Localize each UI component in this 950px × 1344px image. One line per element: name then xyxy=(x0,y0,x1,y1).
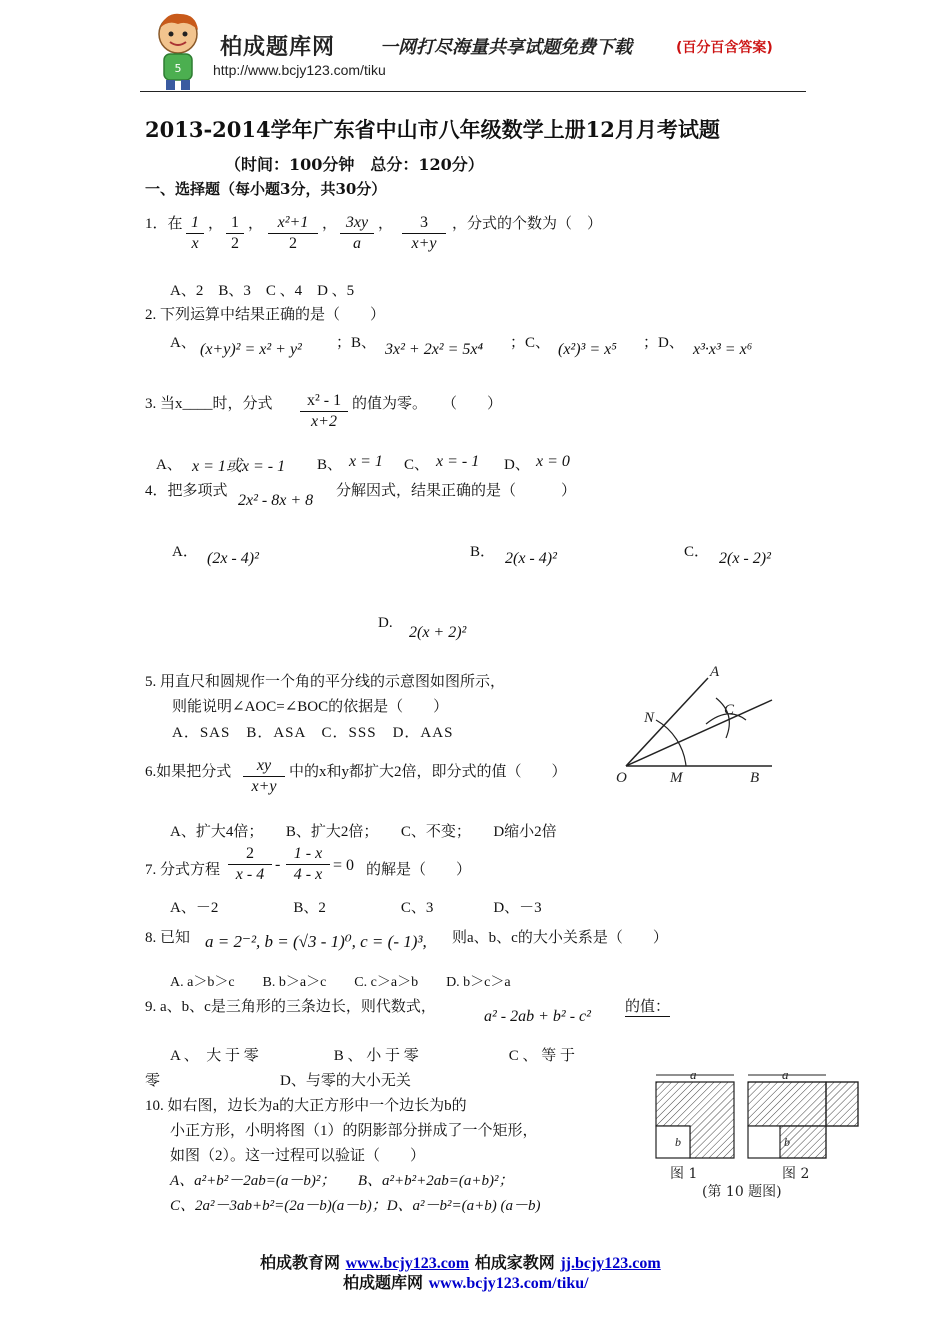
q7-frac-1: 2 x - 4 xyxy=(228,845,272,884)
q2-d-label: ；D、 xyxy=(643,335,684,351)
svg-text:a: a xyxy=(690,1068,697,1082)
q3-frac: x² - 1 x+2 xyxy=(300,392,348,431)
q4-c-label: C． xyxy=(684,544,710,560)
q3-suffix: 的值为零。 （ ） xyxy=(352,396,503,412)
q7-frac-2: 1 - x 4 - x xyxy=(286,845,330,884)
svg-text:a: a xyxy=(782,1068,789,1082)
svg-text:C: C xyxy=(724,702,735,718)
footer-link-1[interactable]: www.bcjy123.com xyxy=(345,1255,470,1272)
q7-suffix: 的解是（ ） xyxy=(366,862,472,878)
q2-c-label: ；C、 xyxy=(510,335,551,351)
angle-bisector-diagram xyxy=(608,662,784,790)
site-url[interactable]: http://www.bcjy123.com/tiku xyxy=(213,62,386,78)
q5-line2: 则能说明∠AOC=∠BOC的依据是（ ） xyxy=(172,699,449,715)
q4-prefix: 4．把多项式 xyxy=(145,483,228,499)
q8-suffix: 则a、b、c的大小关系是（ ） xyxy=(452,930,668,946)
site-slogan: 一网打尽海量共享试题免费下载 xyxy=(380,37,632,58)
q4-d: 2(x + 2)² xyxy=(409,624,467,641)
q8-expr: a = 2⁻², b = (√3 - 1)⁰, c = (- 1)³, xyxy=(205,932,427,951)
svg-text:N: N xyxy=(644,710,655,726)
q1-suffix: ，分式的个数为（ ） xyxy=(452,216,603,232)
q2-b: 3x² + 2x² = 5x⁴ xyxy=(385,341,484,358)
q3-c: x = - 1 xyxy=(436,453,480,470)
q10-line3: 如图（2）。这一过程可以验证（ ） xyxy=(170,1148,426,1164)
footer-link-2[interactable]: jj.bcjy123.com xyxy=(560,1255,661,1272)
square-diagram xyxy=(650,1068,862,1202)
q7-prefix: 7. 分式方程 xyxy=(145,862,221,878)
q10-options-cd: C、2a²－3ab+b²=(2a－b)(a－b)；D、a²－b²=(a+b) (a－b) xyxy=(170,1198,541,1214)
q3-prefix: 3. 当x____时，分式 xyxy=(145,396,273,412)
q7-minus: - xyxy=(275,856,281,873)
q10-options-ab: A、a²+b²－2ab=(a－b)²； B、a²+b²+2ab=(a+b)²； xyxy=(170,1173,514,1189)
svg-text:O: O xyxy=(616,770,627,786)
q5-options: A．SAS B．ASA C．SSS D．AAS xyxy=(172,725,454,741)
q4-b-label: B． xyxy=(470,544,496,560)
q2-b-label: ；B、 xyxy=(336,335,377,351)
q1-frac-3: x²+1 2 xyxy=(268,214,318,253)
q2-a-label: A、 xyxy=(170,335,196,351)
q6-frac: xy x+y xyxy=(243,757,285,796)
q2-c: (x²)³ = x⁵ xyxy=(558,341,617,358)
q4-a-label: A． xyxy=(172,544,198,560)
q4-c: 2(x - 2)² xyxy=(719,550,771,567)
section-heading: 一、选择题（每小题3分，共30分） xyxy=(145,180,387,198)
mascot-logo xyxy=(148,10,210,92)
q6-options: A、扩大4倍； B、扩大2倍； C、不变； D缩小2倍 xyxy=(170,824,557,840)
q1-prefix: 1．在 xyxy=(145,216,183,232)
svg-text:b: b xyxy=(784,1135,790,1149)
q9-suffix: 的值： xyxy=(625,995,670,1017)
q2-a: (x+y)² = x² + y² xyxy=(200,341,302,358)
q1-frac-1: 1 x xyxy=(186,214,204,253)
q9-options-line1: A 、 大 于 零 B 、 小 于 零 C 、 等 于 xyxy=(170,1048,576,1064)
header-divider xyxy=(140,91,806,92)
q1-options: A、2 B、3 C 、4 D 、5 xyxy=(170,283,355,299)
q9-expr: a² - 2ab + b² - c² xyxy=(484,1008,591,1025)
svg-text:B: B xyxy=(750,770,760,786)
q3-a: x = 1或x = - 1 xyxy=(192,458,286,475)
q3-a-label: A、 xyxy=(156,457,182,473)
q3-d-label: D、 xyxy=(504,457,530,473)
q10-line2: 小正方形，小明将图（1）的阴影部分拼成了一个矩形， xyxy=(170,1123,538,1139)
svg-text:图 1: 图 1 xyxy=(670,1166,698,1182)
q6-prefix: 6.如果把分式 xyxy=(145,764,232,780)
svg-text:M: M xyxy=(670,770,683,786)
q7-options: A、－2 B、2 C、3 D、－3 xyxy=(170,900,542,916)
svg-text:图 2: 图 2 xyxy=(782,1166,810,1182)
q3-d: x = 0 xyxy=(536,453,570,470)
svg-text:5: 5 xyxy=(174,62,182,75)
q1-frac-2: 1 2 xyxy=(226,214,244,253)
q5-line1: 5. 用直尺和圆规作一个角的平分线的示意图如图所示， xyxy=(145,674,506,690)
q3-b: x = 1 xyxy=(349,453,383,470)
q4-poly: 2x² - 8x + 8 xyxy=(238,492,314,509)
footer-site-2: 柏成家教网 xyxy=(474,1253,555,1272)
q1-frac-4: 3xy a xyxy=(340,214,374,253)
q9-prefix: 9. a、b、c是三角形的三条边长，则代数式， xyxy=(145,999,436,1015)
site-brand: 柏成题库网 xyxy=(220,34,336,60)
q7-eq: = 0 xyxy=(333,857,355,874)
q4-suffix: 分解因式，结果正确的是（ ） xyxy=(336,483,577,499)
q9-options-line2: 零 D、与零的大小无关 xyxy=(145,1073,411,1089)
q8-prefix: 8. 已知 xyxy=(145,930,191,946)
q6-suffix: 中的x和y都扩大2倍，即分式的值（ ） xyxy=(289,764,567,780)
q4-b: 2(x - 4)² xyxy=(505,550,557,567)
q4-a: (2x - 4)² xyxy=(207,550,259,567)
q2-d: x³·x³ = x⁶ xyxy=(693,341,753,358)
svg-text:A: A xyxy=(710,664,720,680)
q3-b-label: B、 xyxy=(317,457,343,473)
page-title: 2013-2014学年广东省中山市八年级数学上册12月月考试题 xyxy=(145,117,720,142)
q2-stem: 2. 下列运算中结果正确的是（ ） xyxy=(145,307,386,323)
footer-link-3[interactable]: www.bcjy123.com/tiku/ xyxy=(428,1275,589,1292)
q10-line1: 10. 如右图，边长为a的大正方形中一个边长为b的 xyxy=(145,1098,467,1114)
svg-text:b: b xyxy=(675,1135,681,1149)
q3-c-label: C、 xyxy=(404,457,430,473)
answer-badge: (百分百含答案) xyxy=(676,40,773,56)
exam-info: （时间：100分钟 总分：120分） xyxy=(225,155,484,174)
footer-site-3: 柏成题库网 xyxy=(343,1273,424,1292)
q1-frac-5: 3 x+y xyxy=(402,214,446,253)
q4-d-label: D. xyxy=(378,615,393,631)
q8-options: A. a＞b＞c B. b＞a＞c C. c＞a＞b D. b＞c＞a xyxy=(170,975,511,990)
footer-site-1: 柏成教育网 xyxy=(260,1253,341,1272)
svg-text:(第 10 题图): (第 10 题图) xyxy=(702,1184,782,1200)
